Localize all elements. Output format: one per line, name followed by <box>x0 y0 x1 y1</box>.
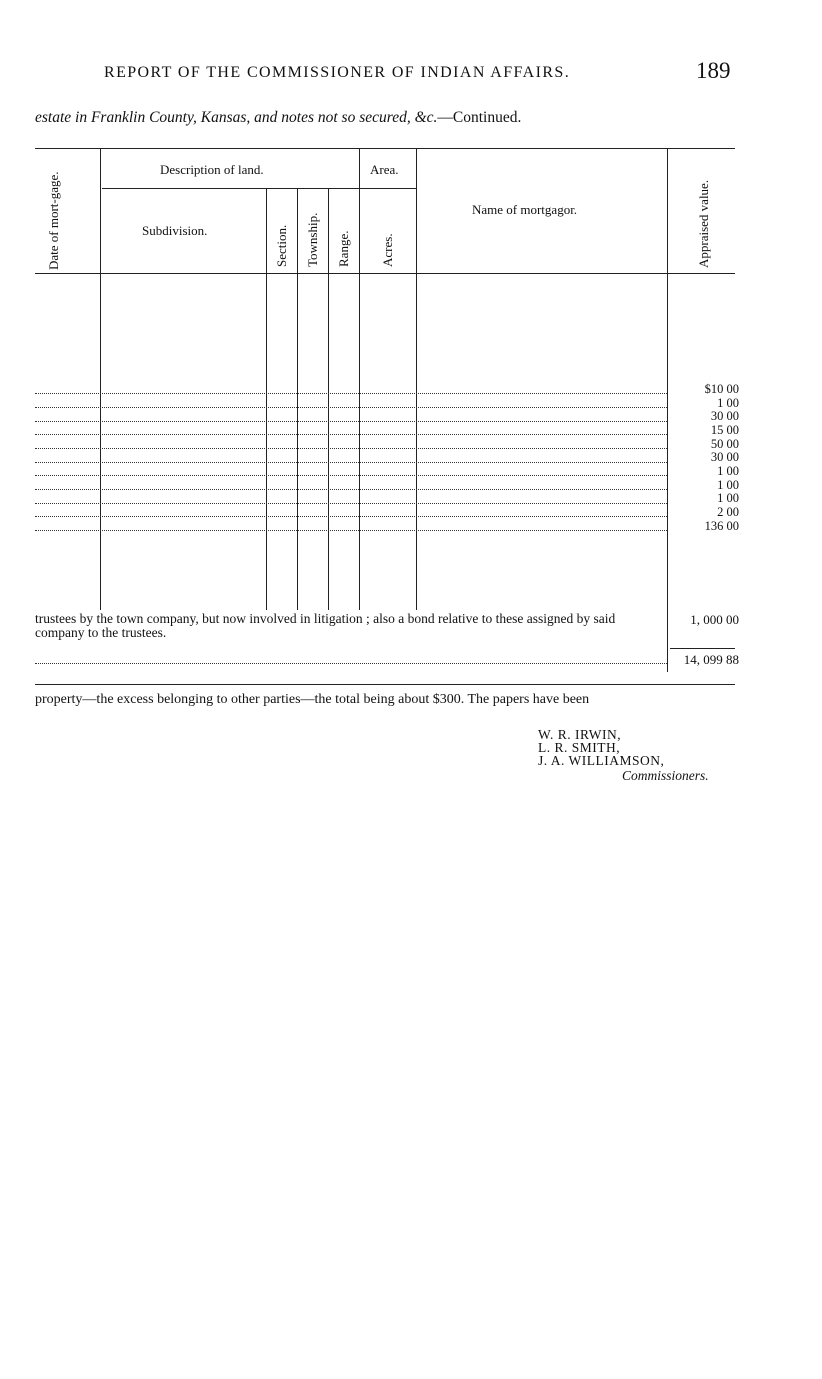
appraised-value-cell: 1 00 <box>717 464 739 478</box>
leader-row <box>35 516 667 517</box>
leader-row <box>35 448 667 449</box>
table-total: 14, 099 88 <box>683 652 739 667</box>
signature-title: Commissioners. <box>622 768 709 783</box>
header-range: Range. <box>336 230 351 267</box>
total-rule <box>670 648 735 649</box>
col-rule-1 <box>100 148 101 610</box>
appraised-value-cell: 1 00 <box>717 396 739 410</box>
appraised-value-cell: 15 00 <box>710 423 739 437</box>
col-rule-4 <box>328 188 329 610</box>
leader-row <box>35 475 667 476</box>
signature-name: L. R. SMITH, <box>538 740 621 755</box>
appraised-value-cell: 1 00 <box>717 491 739 505</box>
total-leader <box>35 663 667 664</box>
table-bottom-rule <box>35 684 735 685</box>
caption-text: estate in Franklin County, Kansas, and notes not so secured, &c. <box>35 109 438 126</box>
table-top-rule <box>35 148 735 149</box>
header-mortgagor: Name of mortgagor. <box>472 202 578 217</box>
header-appraised: Appraised value. <box>696 179 711 268</box>
table-note: trustees by the town company, but now involved in litigation ; also a bond relative to these assigned by said company to the trustees. <box>35 611 616 640</box>
header-date: Date of mort-gage. <box>46 171 61 270</box>
col-rule-6 <box>416 148 417 610</box>
header-group-rule <box>102 188 416 189</box>
leader-row <box>35 407 667 408</box>
appraised-value-cell: 2 00 <box>717 505 739 519</box>
header-section: Section. <box>274 224 289 267</box>
col-rule-5 <box>359 148 360 610</box>
appraised-value-cell: $10 00 <box>704 382 739 396</box>
header-bottom-rule <box>35 273 735 274</box>
signature-name: J. A. WILLIAMSON, <box>538 753 665 768</box>
leader-row <box>35 503 667 504</box>
page-number: 189 <box>696 58 731 83</box>
running-head: REPORT OF THE COMMISSIONER OF INDIAN AFFAIRS. <box>104 64 571 81</box>
leader-row <box>35 421 667 422</box>
header-subdivision: Subdivision. <box>142 223 208 238</box>
appraised-value-cell: 50 00 <box>710 437 739 451</box>
appraised-value-cell: 30 00 <box>710 450 739 464</box>
header-description: Description of land. <box>160 162 264 177</box>
col-rule-3 <box>297 188 298 610</box>
appraised-value-cell: 136 00 <box>704 519 739 533</box>
appraised-value-cell: 30 00 <box>710 409 739 423</box>
header-acres: Acres. <box>380 233 395 267</box>
appraised-value-cell: 1 00 <box>717 478 739 492</box>
body-paragraph: property—the excess belonging to other parties—the total being about $300. The papers have been <box>35 692 590 707</box>
leader-row <box>35 434 667 435</box>
table-note-value: 1, 000 00 <box>690 612 739 627</box>
table-caption <box>35 109 521 127</box>
caption-continued: —Continued. <box>437 109 522 126</box>
leader-row <box>35 530 667 531</box>
col-rule-7 <box>667 148 668 672</box>
signature-name: W. R. IRWIN, <box>538 727 622 742</box>
header-area: Area. <box>370 162 399 177</box>
leader-row <box>35 462 667 463</box>
leader-row <box>35 489 667 490</box>
header-township: Township. <box>305 212 320 267</box>
col-rule-2 <box>266 188 267 610</box>
leader-row <box>35 393 667 394</box>
